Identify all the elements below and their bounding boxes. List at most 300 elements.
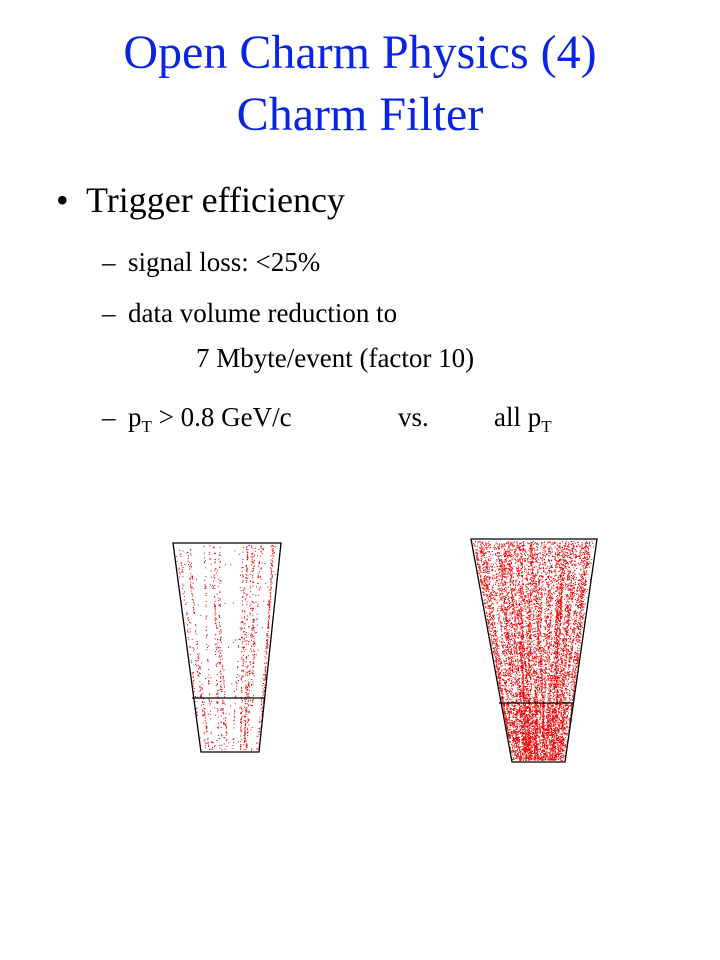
track-hit	[190, 646, 191, 647]
track-hit	[242, 692, 243, 693]
track-hit	[528, 641, 529, 642]
track-hit	[567, 605, 568, 606]
track-hit	[541, 607, 542, 608]
track-hit	[559, 596, 560, 597]
track-hit	[186, 614, 187, 615]
track-hit	[203, 704, 204, 705]
track-hit	[572, 589, 573, 590]
track-hit	[269, 605, 270, 606]
track-hit	[566, 602, 567, 603]
track-hit	[521, 597, 522, 598]
track-hit	[560, 744, 561, 745]
track-hit	[242, 641, 243, 642]
track-hit	[246, 744, 247, 745]
track-hit	[548, 613, 549, 614]
track-hit	[517, 544, 518, 545]
track-hit	[214, 585, 215, 586]
track-hit	[236, 683, 237, 684]
track-hit	[214, 548, 215, 549]
track-hit	[515, 589, 516, 590]
track-hit	[262, 685, 263, 686]
track-hit	[588, 548, 589, 549]
track-hit	[518, 621, 519, 622]
track-hit	[252, 702, 253, 703]
track-hit	[252, 577, 253, 578]
track-hit	[256, 586, 257, 587]
track-hit	[509, 555, 510, 556]
track-hit	[569, 572, 570, 573]
track-hit	[229, 714, 230, 715]
track-hit	[514, 731, 515, 732]
track-hit	[560, 616, 561, 617]
track-hit	[567, 590, 568, 591]
track-hit	[253, 636, 254, 637]
track-hit	[503, 675, 504, 676]
track-hit	[530, 667, 531, 668]
track-hit	[530, 583, 531, 584]
track-hit	[552, 692, 553, 693]
track-hit	[187, 618, 188, 619]
track-hit	[190, 565, 191, 566]
track-hit	[219, 689, 220, 690]
track-hit	[198, 665, 199, 666]
track-hit	[491, 592, 492, 593]
track-hit	[242, 637, 243, 638]
track-hit	[272, 576, 273, 577]
track-hit	[508, 690, 509, 691]
track-hit	[555, 647, 556, 648]
track-hit	[251, 561, 252, 562]
track-hit	[559, 594, 560, 595]
track-hit	[553, 671, 554, 672]
track-hit	[247, 619, 248, 620]
track-hit	[205, 742, 206, 743]
track-hit	[562, 584, 563, 585]
track-hit	[582, 619, 583, 620]
track-hit	[215, 568, 216, 569]
track-hit	[561, 712, 562, 713]
track-hit	[506, 670, 507, 671]
track-hit	[215, 559, 216, 560]
track-hit	[541, 592, 542, 593]
track-hit	[206, 637, 207, 638]
track-hit	[195, 664, 196, 665]
track-hit	[541, 636, 542, 637]
track-hit	[522, 554, 523, 555]
track-hit	[187, 552, 188, 553]
track-hit	[263, 548, 264, 549]
track-hit	[505, 571, 506, 572]
track-hit	[564, 686, 565, 687]
track-hit	[199, 668, 200, 669]
track-hit	[568, 584, 569, 585]
track-hit	[253, 582, 254, 583]
track-hit	[182, 569, 183, 570]
track-hit	[540, 580, 541, 581]
track-hit	[500, 677, 501, 678]
track-hit	[260, 722, 261, 723]
track-hit	[573, 583, 574, 584]
track-hit	[544, 559, 545, 560]
track-hit	[241, 731, 242, 732]
track-hit	[532, 548, 533, 549]
track-hit	[531, 546, 532, 547]
track-hit	[509, 629, 510, 630]
track-hit	[502, 685, 503, 686]
track-hit	[179, 550, 180, 551]
track-hit	[524, 690, 525, 691]
track-hit	[505, 674, 506, 675]
track-hit	[217, 639, 218, 640]
track-hit	[216, 649, 217, 650]
track-hit	[519, 588, 520, 589]
track-hit	[208, 646, 209, 647]
track-hit	[515, 587, 516, 588]
track-hit	[537, 610, 538, 611]
track-hit	[503, 585, 504, 586]
track-hit	[522, 600, 523, 601]
track-hit	[494, 591, 495, 592]
track-hit	[569, 583, 570, 584]
track-hit	[504, 632, 505, 633]
track-hit	[241, 622, 242, 623]
track-hit	[245, 725, 246, 726]
track-hit	[214, 615, 215, 616]
track-hit	[547, 572, 548, 573]
track-hit	[216, 627, 217, 628]
track-hit	[243, 567, 244, 568]
track-hit	[555, 547, 556, 548]
track-hit	[215, 606, 216, 607]
track-hit	[582, 604, 583, 605]
track-hit	[530, 555, 531, 556]
track-hit	[249, 711, 250, 712]
track-hit	[256, 602, 257, 603]
track-hit	[218, 717, 219, 718]
track-hit	[488, 584, 489, 585]
track-hit	[224, 722, 225, 723]
track-hit	[515, 636, 516, 637]
track-hit	[253, 654, 254, 655]
track-hit	[270, 597, 271, 598]
track-hit	[527, 554, 528, 555]
track-hit	[530, 653, 531, 654]
track-hit	[271, 574, 272, 575]
all-pt-label	[494, 400, 552, 438]
track-hit	[245, 692, 246, 693]
track-hit	[260, 587, 261, 588]
track-hit	[581, 613, 582, 614]
track-hit	[565, 609, 566, 610]
track-hit	[269, 608, 270, 609]
track-hit	[532, 591, 533, 592]
track-hit	[508, 701, 509, 702]
track-hit	[586, 581, 587, 582]
track-hit	[561, 675, 562, 676]
track-hit	[549, 656, 550, 657]
track-hit	[527, 673, 528, 674]
track-hit	[533, 576, 534, 577]
track-hit	[541, 582, 542, 583]
track-hit	[497, 651, 498, 652]
track-hit	[261, 704, 262, 705]
track-hit	[272, 583, 273, 584]
track-hit	[573, 671, 574, 672]
track-hit	[234, 713, 235, 714]
track-hit	[556, 632, 557, 633]
track-hit	[514, 748, 515, 749]
track-hit	[245, 701, 246, 702]
track-hit	[558, 637, 559, 638]
track-hit	[576, 666, 577, 667]
track-hit	[214, 604, 215, 605]
track-hit	[252, 554, 253, 555]
track-hit	[483, 567, 484, 568]
track-hit	[210, 704, 211, 705]
track-hit	[579, 589, 580, 590]
track-hit	[511, 699, 512, 700]
pt-subscript: T	[141, 417, 152, 436]
track-hit	[219, 738, 220, 739]
track-hit	[556, 678, 557, 679]
track-hit	[242, 647, 243, 648]
track-hit	[546, 574, 547, 575]
track-hit	[507, 670, 508, 671]
track-hit	[262, 688, 263, 689]
track-hit	[540, 669, 541, 670]
track-hit	[506, 660, 507, 661]
track-hit	[546, 657, 547, 658]
track-hit	[547, 597, 548, 598]
track-hit	[545, 692, 546, 693]
track-hit	[237, 666, 238, 667]
track-hit	[541, 692, 542, 693]
track-hit	[583, 604, 584, 605]
track-hit	[253, 671, 254, 672]
track-hit	[270, 584, 271, 585]
track-hit	[257, 614, 258, 615]
track-hit	[247, 735, 248, 736]
track-hit	[531, 593, 532, 594]
track-hit	[557, 645, 558, 646]
track-hit	[199, 673, 200, 674]
track-hit	[226, 740, 227, 741]
track-hit	[216, 644, 217, 645]
track-hit	[261, 551, 262, 552]
track-hit	[539, 738, 540, 739]
track-hit	[204, 715, 205, 716]
track-hit	[502, 596, 503, 597]
track-hit	[270, 595, 271, 596]
track-hit	[522, 682, 523, 683]
track-hit	[485, 590, 486, 591]
track-hit	[189, 562, 190, 563]
track-hit	[177, 561, 178, 562]
track-hit	[536, 612, 537, 613]
track-hit	[251, 608, 252, 609]
track-hit	[244, 588, 245, 589]
track-hit	[538, 630, 539, 631]
track-hit	[205, 560, 206, 561]
track-hit	[195, 624, 196, 625]
track-hit	[232, 748, 233, 749]
track-hit	[218, 735, 219, 736]
track-hit	[558, 587, 559, 588]
track-hit	[572, 551, 573, 552]
track-hit	[577, 667, 578, 668]
track-hit	[221, 632, 222, 633]
track-hit	[503, 611, 504, 612]
track-hit	[553, 689, 554, 690]
track-hit	[568, 595, 569, 596]
track-hit	[533, 619, 534, 620]
track-hit	[547, 661, 548, 662]
track-hit	[225, 724, 226, 725]
track-hit	[555, 691, 556, 692]
track-hit	[537, 636, 538, 637]
track-hit	[217, 674, 218, 675]
track-hit	[271, 579, 272, 580]
track-hit	[272, 578, 273, 579]
track-hit	[207, 660, 208, 661]
track-hit	[517, 628, 518, 629]
track-hit	[545, 691, 546, 692]
track-hit	[206, 615, 207, 616]
track-hit	[491, 558, 492, 559]
track-hit	[220, 639, 221, 640]
track-hit	[534, 701, 535, 702]
track-hit	[506, 602, 507, 603]
track-hit	[250, 574, 251, 575]
track-hit	[198, 655, 199, 656]
track-hit	[494, 595, 495, 596]
track-hit	[206, 616, 207, 617]
track-hit	[222, 735, 223, 736]
track-hit	[216, 628, 217, 629]
track-hit	[520, 598, 521, 599]
track-hit	[220, 647, 221, 648]
track-hit	[192, 579, 193, 580]
track-hit	[549, 668, 550, 669]
track-hit	[256, 632, 257, 633]
track-hit	[520, 628, 521, 629]
track-hit	[244, 641, 245, 642]
track-hit	[201, 663, 202, 664]
track-hit	[254, 555, 255, 556]
track-hit	[490, 566, 491, 567]
track-hit	[261, 548, 262, 549]
track-hit	[247, 733, 248, 734]
track-hit	[185, 604, 186, 605]
track-hit	[204, 553, 205, 554]
track-hit	[528, 753, 529, 754]
track-hit	[242, 711, 243, 712]
track-hit	[556, 714, 557, 715]
track-hit	[205, 567, 206, 568]
track-hit	[494, 624, 495, 625]
track-hit	[258, 604, 259, 605]
track-hit	[499, 664, 500, 665]
track-hit	[544, 545, 545, 546]
track-hit	[270, 590, 271, 591]
track-hit	[204, 546, 205, 547]
track-hit	[551, 668, 552, 669]
track-hit	[516, 680, 517, 681]
track-hit	[240, 713, 241, 714]
track-hit	[244, 736, 245, 737]
track-hit	[217, 740, 218, 741]
track-hit	[518, 619, 519, 620]
track-hit	[219, 591, 220, 592]
track-hit	[189, 647, 190, 648]
track-hit	[249, 661, 250, 662]
track-hit	[500, 664, 501, 665]
track-hit	[264, 663, 265, 664]
track-hit	[196, 579, 197, 580]
track-hit	[246, 689, 247, 690]
track-hit	[567, 594, 568, 595]
track-hit	[223, 683, 224, 684]
track-hit	[245, 721, 246, 722]
track-hit	[200, 690, 201, 691]
track-hit	[225, 718, 226, 719]
track-hit	[270, 555, 271, 556]
track-hit	[252, 571, 253, 572]
track-hit	[186, 602, 187, 603]
track-hit	[225, 564, 226, 565]
track-hit	[271, 587, 272, 588]
track-hit	[236, 686, 237, 687]
track-hit	[195, 631, 196, 632]
track-hit	[246, 547, 247, 548]
track-hit	[226, 713, 227, 714]
track-hit	[585, 581, 586, 582]
track-hit	[209, 552, 210, 553]
track-hit	[244, 651, 245, 652]
track-hit	[559, 652, 560, 653]
track-hit	[206, 644, 207, 645]
track-hit	[241, 718, 242, 719]
track-hit	[558, 736, 559, 737]
track-hit	[244, 616, 245, 617]
track-hit	[270, 593, 271, 594]
track-hit	[222, 666, 223, 667]
track-hit	[522, 678, 523, 679]
track-hit	[489, 551, 490, 552]
track-hit	[520, 637, 521, 638]
track-hit	[189, 566, 190, 567]
track-hit	[259, 563, 260, 564]
track-hit	[558, 602, 559, 603]
track-hit	[560, 586, 561, 587]
track-hit	[496, 559, 497, 560]
track-hit	[224, 743, 225, 744]
track-hit	[220, 659, 221, 660]
track-hit	[263, 601, 264, 602]
track-hit	[273, 556, 274, 557]
track-hit	[188, 620, 189, 621]
track-hit	[254, 659, 255, 660]
track-hit	[247, 745, 248, 746]
track-hit	[571, 687, 572, 688]
track-hit	[557, 663, 558, 664]
track-hit	[271, 572, 272, 573]
track-hit	[547, 659, 548, 660]
track-hit	[180, 553, 181, 554]
track-hit	[506, 682, 507, 683]
track-hit	[520, 593, 521, 594]
track-hit	[551, 747, 552, 748]
